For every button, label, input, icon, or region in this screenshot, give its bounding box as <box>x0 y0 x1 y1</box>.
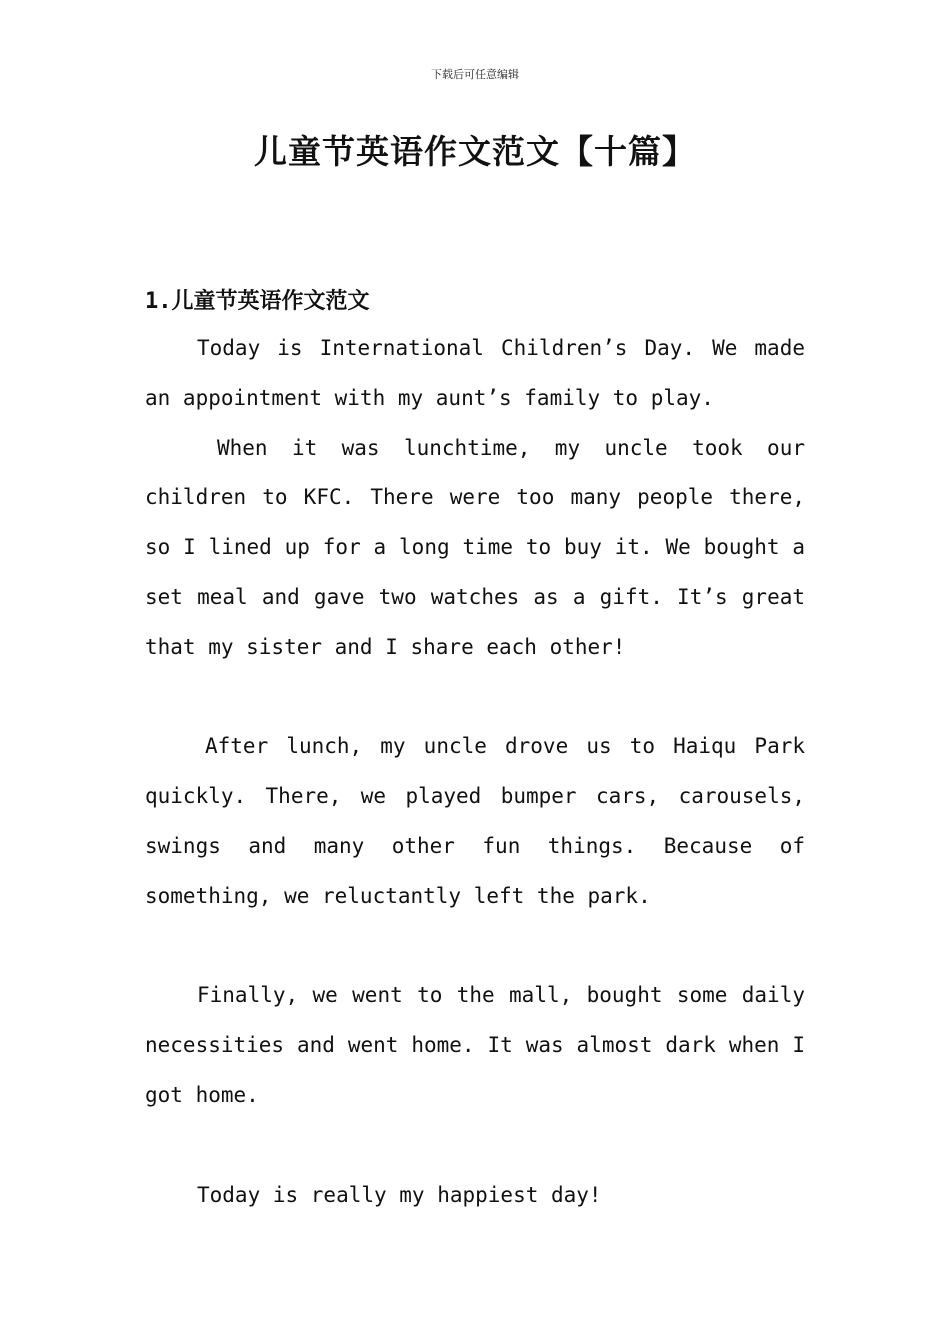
essay-paragraph-5: Today is really my happiest day! <box>197 1182 602 1207</box>
section-heading: 1.儿童节英语作文范文 <box>145 289 370 314</box>
page-header-note: 下载后可任意编辑 <box>431 68 519 81</box>
paragraph-gap <box>145 922 805 972</box>
paragraph-gap <box>145 1121 805 1171</box>
essay-paragraph-4: Finally, we went to the mall, bought some daily necessities and went home. It was almost dark when I got home. <box>145 983 805 1107</box>
document-title: 儿童节英语作文范文【十篇】 <box>254 132 696 171</box>
paragraph-gap <box>145 673 805 723</box>
essay-paragraph-2: When it was lunchtime, my uncle took our children to KFC. There were too many people there, so I lined up for a long time to buy it. We bought a set meal and gave two watches as a gift. It’s great that my sister and I share each other! <box>145 435 805 659</box>
essay-paragraph-3: After lunch, my uncle drove us to Haiqu Park quickly. There, we played bumper cars, carousels, swings and many other fun things. Because of something, we reluctantly left the park. <box>145 734 805 908</box>
essay-paragraph-1: Today is International Children’s Day. We made an appointment with my aunt’s family to play. <box>145 336 805 410</box>
essay-body <box>145 324 805 1220</box>
